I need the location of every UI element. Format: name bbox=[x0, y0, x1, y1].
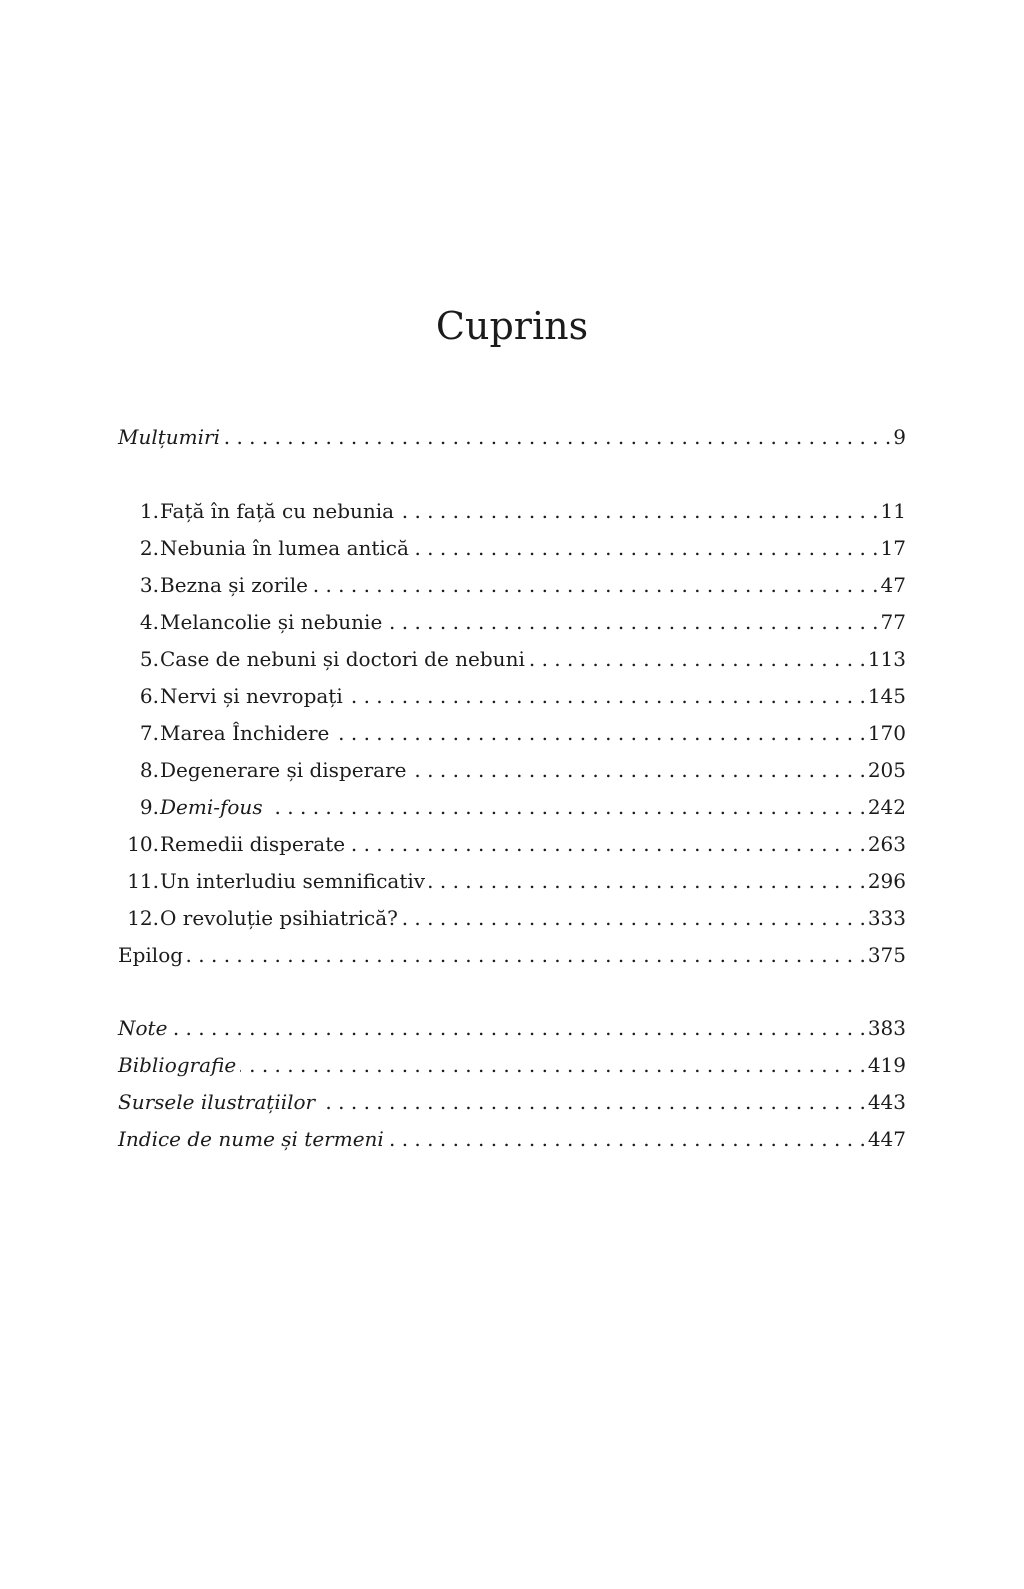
toc-entry-page: 447 bbox=[867, 1127, 906, 1151]
toc-entry-page: 443 bbox=[867, 1090, 906, 1114]
chapter-number: 2. bbox=[139, 536, 159, 560]
toc-entry-page: 383 bbox=[867, 1016, 906, 1040]
toc-entry[interactable] bbox=[118, 1121, 906, 1158]
chapter-number: 11. bbox=[127, 869, 159, 893]
toc-entry[interactable] bbox=[118, 937, 906, 974]
dot-leader bbox=[187, 937, 866, 974]
toc-entry[interactable] bbox=[118, 900, 906, 937]
toc-entry-label: Față în față cu nebunia bbox=[160, 499, 395, 523]
toc-entry[interactable] bbox=[118, 641, 906, 678]
toc-entry-page: 296 bbox=[867, 869, 906, 893]
chapter-number: 12. bbox=[127, 906, 159, 930]
chapter-number: 9. bbox=[139, 795, 159, 819]
chapter-number: 6. bbox=[139, 684, 159, 708]
chapter-number: 5. bbox=[139, 647, 159, 671]
dot-leader bbox=[402, 900, 866, 937]
dot-leader bbox=[319, 1084, 866, 1121]
dot-leader bbox=[413, 530, 879, 567]
toc-entry-label: Degenerare și disperare bbox=[160, 758, 407, 782]
table-of-contents bbox=[118, 419, 906, 1158]
toc-entry[interactable] bbox=[118, 826, 906, 863]
toc-entry-page: 205 bbox=[867, 758, 906, 782]
dot-leader bbox=[240, 1047, 866, 1084]
toc-entry[interactable] bbox=[118, 604, 906, 641]
dot-leader bbox=[349, 826, 866, 863]
toc-entry-label: Case de nebuni și doctori de nebuni bbox=[160, 647, 525, 671]
dot-leader bbox=[529, 641, 866, 678]
toc-entry-page: 11 bbox=[880, 499, 906, 523]
toc-entry[interactable] bbox=[118, 1084, 906, 1121]
chapter-number: 8. bbox=[139, 758, 159, 782]
chapter-number: 3. bbox=[139, 573, 159, 597]
toc-entry-label: Indice de nume și termeni bbox=[118, 1127, 384, 1151]
toc-entry-label: Sursele ilustrațiilor bbox=[118, 1090, 316, 1114]
toc-entry-page: 242 bbox=[867, 795, 906, 819]
toc-entry[interactable] bbox=[118, 530, 906, 567]
chapter-number: 4. bbox=[139, 610, 159, 634]
toc-chapters bbox=[118, 493, 906, 974]
toc-entry-label: Remedii disperate bbox=[160, 832, 346, 856]
toc-front-matter bbox=[118, 419, 906, 456]
toc-entry-label: Mulțumiri bbox=[118, 425, 220, 449]
dot-leader bbox=[410, 752, 865, 789]
toc-entry[interactable] bbox=[118, 789, 906, 826]
toc-entry[interactable] bbox=[118, 1047, 906, 1084]
section-spacer bbox=[118, 456, 906, 493]
toc-back-matter bbox=[118, 1010, 906, 1158]
toc-entry-label: Note bbox=[118, 1016, 168, 1040]
toc-entry[interactable] bbox=[118, 752, 906, 789]
toc-entry-label: Marea Închidere bbox=[160, 721, 330, 745]
dot-leader bbox=[429, 863, 866, 900]
toc-entry-page: 263 bbox=[867, 832, 906, 856]
toc-entry[interactable] bbox=[118, 678, 906, 715]
dot-leader bbox=[224, 419, 891, 456]
chapter-number: 10. bbox=[127, 832, 159, 856]
toc-entry-label: Epilog bbox=[118, 943, 184, 967]
toc-entry-page: 145 bbox=[867, 684, 906, 708]
dot-leader bbox=[398, 493, 878, 530]
dot-leader bbox=[347, 678, 866, 715]
toc-entry-label: Melancolie și nebunie bbox=[160, 610, 383, 634]
dot-leader bbox=[333, 715, 865, 752]
toc-entry-page: 77 bbox=[880, 610, 906, 634]
dot-leader bbox=[386, 604, 878, 641]
toc-entry-page: 113 bbox=[867, 647, 906, 671]
dot-leader bbox=[312, 567, 879, 604]
toc-entry[interactable] bbox=[118, 419, 906, 456]
toc-entry-label: Demi-fous bbox=[160, 795, 263, 819]
page-title: Cuprins bbox=[435, 304, 589, 348]
toc-entry[interactable] bbox=[118, 715, 906, 752]
toc-entry-page: 17 bbox=[880, 536, 906, 560]
toc-entry-page: 419 bbox=[867, 1053, 906, 1077]
dot-leader bbox=[267, 789, 866, 826]
toc-entry[interactable] bbox=[118, 1010, 906, 1047]
toc-entry-page: 333 bbox=[867, 906, 906, 930]
toc-entry[interactable] bbox=[118, 493, 906, 530]
section-spacer bbox=[118, 974, 906, 1010]
toc-entry-page: 170 bbox=[867, 721, 906, 745]
dot-leader bbox=[171, 1010, 865, 1047]
toc-entry-page: 9 bbox=[893, 425, 906, 449]
toc-entry-label: Un interludiu semnificativ bbox=[160, 869, 426, 893]
toc-entry-label: O revoluție psihiatrică? bbox=[160, 906, 398, 930]
chapter-number: 7. bbox=[139, 721, 159, 745]
toc-entry[interactable] bbox=[118, 567, 906, 604]
chapter-number: 1. bbox=[139, 499, 159, 523]
toc-entry-page: 47 bbox=[880, 573, 906, 597]
toc-entry-label: Nervi și nevropați bbox=[160, 684, 343, 708]
toc-entry[interactable] bbox=[118, 863, 906, 900]
dot-leader bbox=[388, 1121, 866, 1158]
toc-entry-label: Bezna și zorile bbox=[160, 573, 309, 597]
toc-entry-label: Nebunia în lumea antică bbox=[160, 536, 409, 560]
toc-entry-label: Bibliografie bbox=[118, 1053, 237, 1077]
toc-entry-page: 375 bbox=[867, 943, 906, 967]
